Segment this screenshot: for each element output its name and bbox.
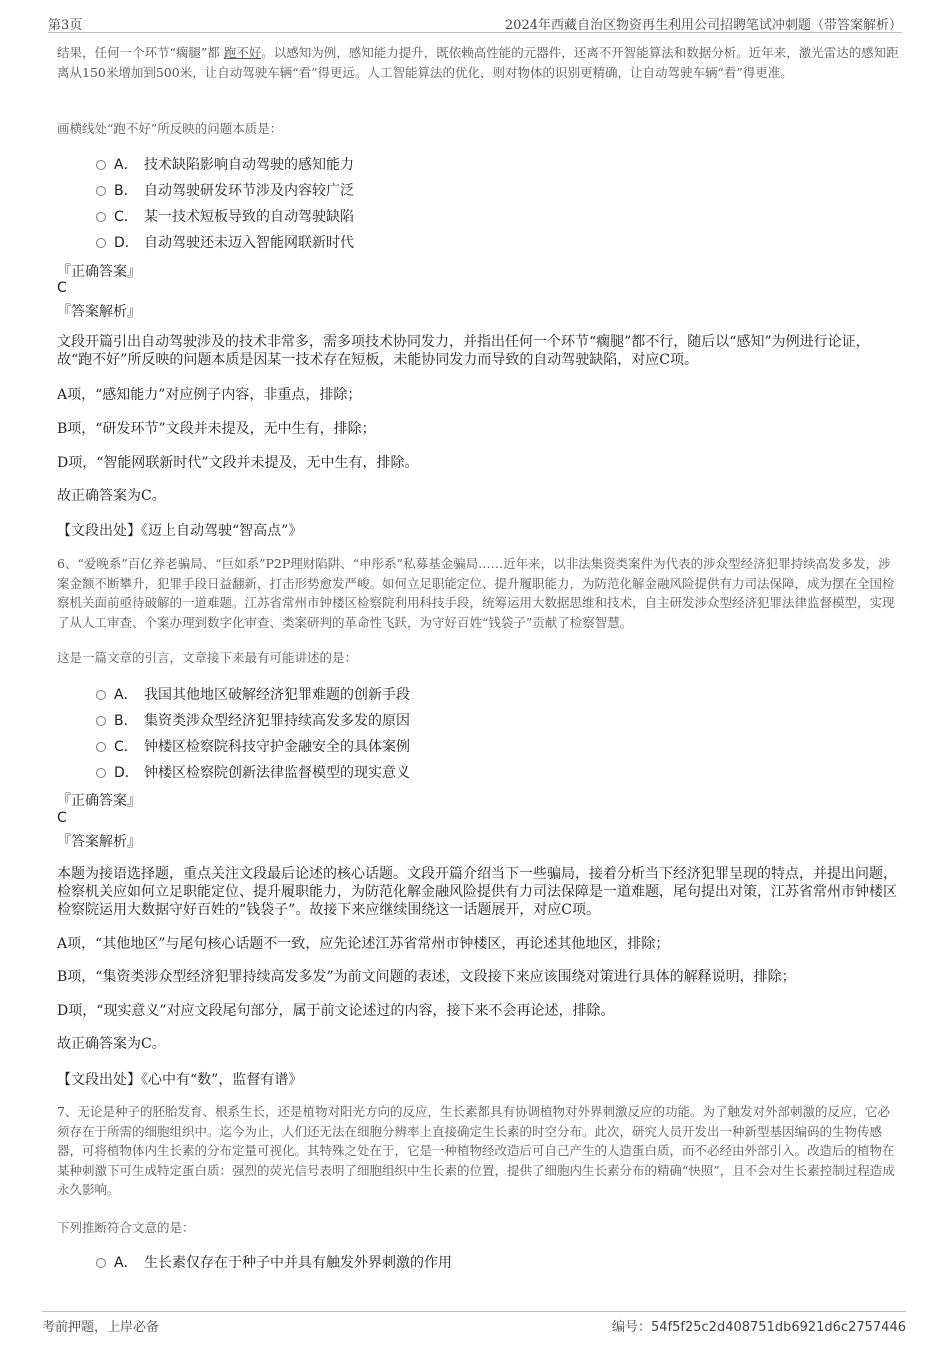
q6-question: 这是一篇文章的引言，文章接下来最有可能讲述的是： <box>57 650 358 665</box>
footer-slogan: 考前押题，上岸必备 <box>42 1320 160 1335</box>
q5-option-d[interactable]: D． 自动驾驶还未迈入智能网联新时代 <box>96 232 354 254</box>
q5-option-a[interactable]: A． 技术缺陷影响自动驾驶的感知能力 <box>96 154 354 176</box>
q5-analysis-conclusion: 故正确答案为C。 <box>57 488 166 504</box>
underlined-phrase: 跑不好 <box>223 45 262 60</box>
q7-option-a[interactable]: A． 生长素仅存在于种子中并具有触发外界刺激的作用 <box>96 1252 452 1274</box>
q5-question: 画横线处“跑不好”所反映的问题本质是： <box>57 121 283 136</box>
radio-icon[interactable] <box>96 212 106 222</box>
radio-icon[interactable] <box>96 186 106 196</box>
q6-correct-answer-label: 『正确答案』 <box>57 793 141 809</box>
radio-icon[interactable] <box>96 690 106 700</box>
page-header <box>48 10 902 33</box>
q6-option-d[interactable]: D． 钟楼区检察院创新法律监督模型的现实意义 <box>96 762 410 784</box>
q6-analysis-conclusion: 故正确答案为C。 <box>57 1036 166 1052</box>
q5-correct-answer-label: 『正确答案』 <box>57 264 141 280</box>
q5-analysis-d: D项，“智能网联新时代”文段并未提及，无中生有，排除。 <box>57 455 419 471</box>
q6-source: 【文段出处】《心中有“数”，监督有谱》 <box>57 1072 303 1088</box>
q5-analysis-a: A项，“感知能力”对应例子内容，非重点，排除； <box>57 387 362 403</box>
q7-passage: 7、无论是种子的胚胎发育、根系生长，还是植物对阳光方向的反应，生长素都具有协调植物对外界刺激反应的功能。为了触发对外部刺激的反应，它必须存在于所需的细胞组织中。迄今为止，人们还无法在细胞分辨率上直接确定生长素的时空分布。此次，研究人员开发出一种新型基因编码的生物传感器，可将植物体内生长素的分布定量可视化。其特殊之处在于，它是一种植物经改造后可自己产生的人造蛋白质，而不必经由外部引入。改造后的植物在某种刺激下可生成特定蛋白质：强烈的荧光信号表明了细胞组织中生长素的位置，提供了细胞内生长素分布的精确“快照”，且不会对生长素控制过程造成永久影响。 <box>57 1104 895 1197</box>
q6-analysis-b: B项，“集资类涉众型经济犯罪持续高发多发”为前文问题的表述，文段接下来应该围绕对策进行具体的解释说明，排除； <box>57 969 796 985</box>
radio-icon[interactable] <box>96 768 106 778</box>
q5-answer: C <box>57 280 67 296</box>
radio-icon[interactable] <box>96 716 106 726</box>
q6-option-b[interactable]: B． 集资类涉众型经济犯罪持续高发多发的原因 <box>96 710 410 732</box>
q6-analysis-d: D项，“现实意义”对应文段尾句部分，属于前文论述过的内容，接下来不会再论述，排除。 <box>57 1003 615 1019</box>
q6-option-c[interactable]: C． 钟楼区检察院科技守护金融安全的具体案例 <box>96 736 410 758</box>
q5-analysis-b: B项，“研发环节”文段并未提及，无中生有，排除； <box>57 421 376 437</box>
q6-analysis-a: A项，“其他地区”与尾句核心话题不一致，应先论述江苏省常州市钟楼区，再论述其他地区，排除； <box>57 936 670 952</box>
document-title: 2024年西藏自治区物资再生利用公司招聘笔试冲刺题（带答案解析） <box>504 18 902 33</box>
radio-icon[interactable] <box>96 160 106 170</box>
page-footer <box>42 1311 906 1336</box>
radio-icon[interactable] <box>96 742 106 752</box>
q5-analysis-label: 『答案解析』 <box>57 304 141 320</box>
q6-answer: C <box>57 810 67 826</box>
q7-question: 下列推断符合文意的是： <box>57 1220 195 1235</box>
q6-passage: 6、“爱晚系”百亿养老骗局、“巨如系”P2P理财陷阱、“申彤系”私募基金骗局……近年来，以非法集资类案件为代表的涉众型经济犯罪持续高发多发，涉案金额不断攀升，犯罪手段日益翻新，打击形势愈发严峻。如何立足职能定位、提升履职能力，为防范化解金融风险提供有力司法保障，成为摆在全国检察机关面前亟待破解的一道难题。江苏省常州市钟楼区检察院利用科技手段，统筹运用大数据思维和技术，自主研发涉众型经济犯罪法律监督模型，实现了从人工审查、个案办理到数字化审查、类案研判的革命性飞跃，为守好百姓“钱袋子”贡献了检察智慧。 <box>57 556 895 630</box>
q5-option-c[interactable]: C． 某一技术短板导致的自动驾驶缺陷 <box>96 206 354 228</box>
page-number: 第3页 <box>48 18 83 33</box>
q6-option-a[interactable]: A． 我国其他地区破解经济犯罪难题的创新手段 <box>96 684 410 706</box>
q5-source: 【文段出处】《迈上自动驾驶“智高点”》 <box>57 523 303 539</box>
q5-option-b[interactable]: B． 自动驾驶研发环节涉及内容较广泛 <box>96 180 354 202</box>
document-code: 编号：54f5f25c2d408751db6921d6c2757446 <box>612 1320 906 1335</box>
q5-passage-tail: 结果，任何一个环节“瘸腿”都 跑不好。以感知为例，感知能力提升，既依赖高性能的元器件，还离不开智能算法和数据分析。近年来，激光雷达的感知距离从150米增加到500米，让自动驾驶车辆“看”得更远。人工智能算法的优化，则对物体的识别更精确，让自动驾驶车辆“看”得更准。 <box>57 45 899 80</box>
radio-icon[interactable] <box>96 238 106 248</box>
radio-icon[interactable] <box>96 1258 106 1268</box>
q6-analysis-label: 『答案解析』 <box>57 834 141 850</box>
q5-analysis-main: 文段开篇引出自动驾驶涉及的技术非常多，需多项技术协同发力，并指出任何一个环节“瘸腿”都不行，随后以“感知”为例进行论证，故“跑不好”所反映的问题本质是因某一技术存在短板，未能协同发力而导致的自动驾驶缺陷，对应C项。 <box>57 334 870 368</box>
q6-analysis-main: 本题为接语选择题，重点关注文段最后论述的核心话题。文段开篇介绍当下一些骗局，接着分析当下经济犯罪呈现的特点，并提出问题，检察机关应如何立足职能定位、提升履职能力，为防范化解金融风险提供有力司法保障是一道难题，尾句提出对策，江苏省常州市钟楼区检察院运用大数据守好百姓的“钱袋子”。故接下来应继续围绕这一话题展开，对应C项。 <box>57 866 897 918</box>
